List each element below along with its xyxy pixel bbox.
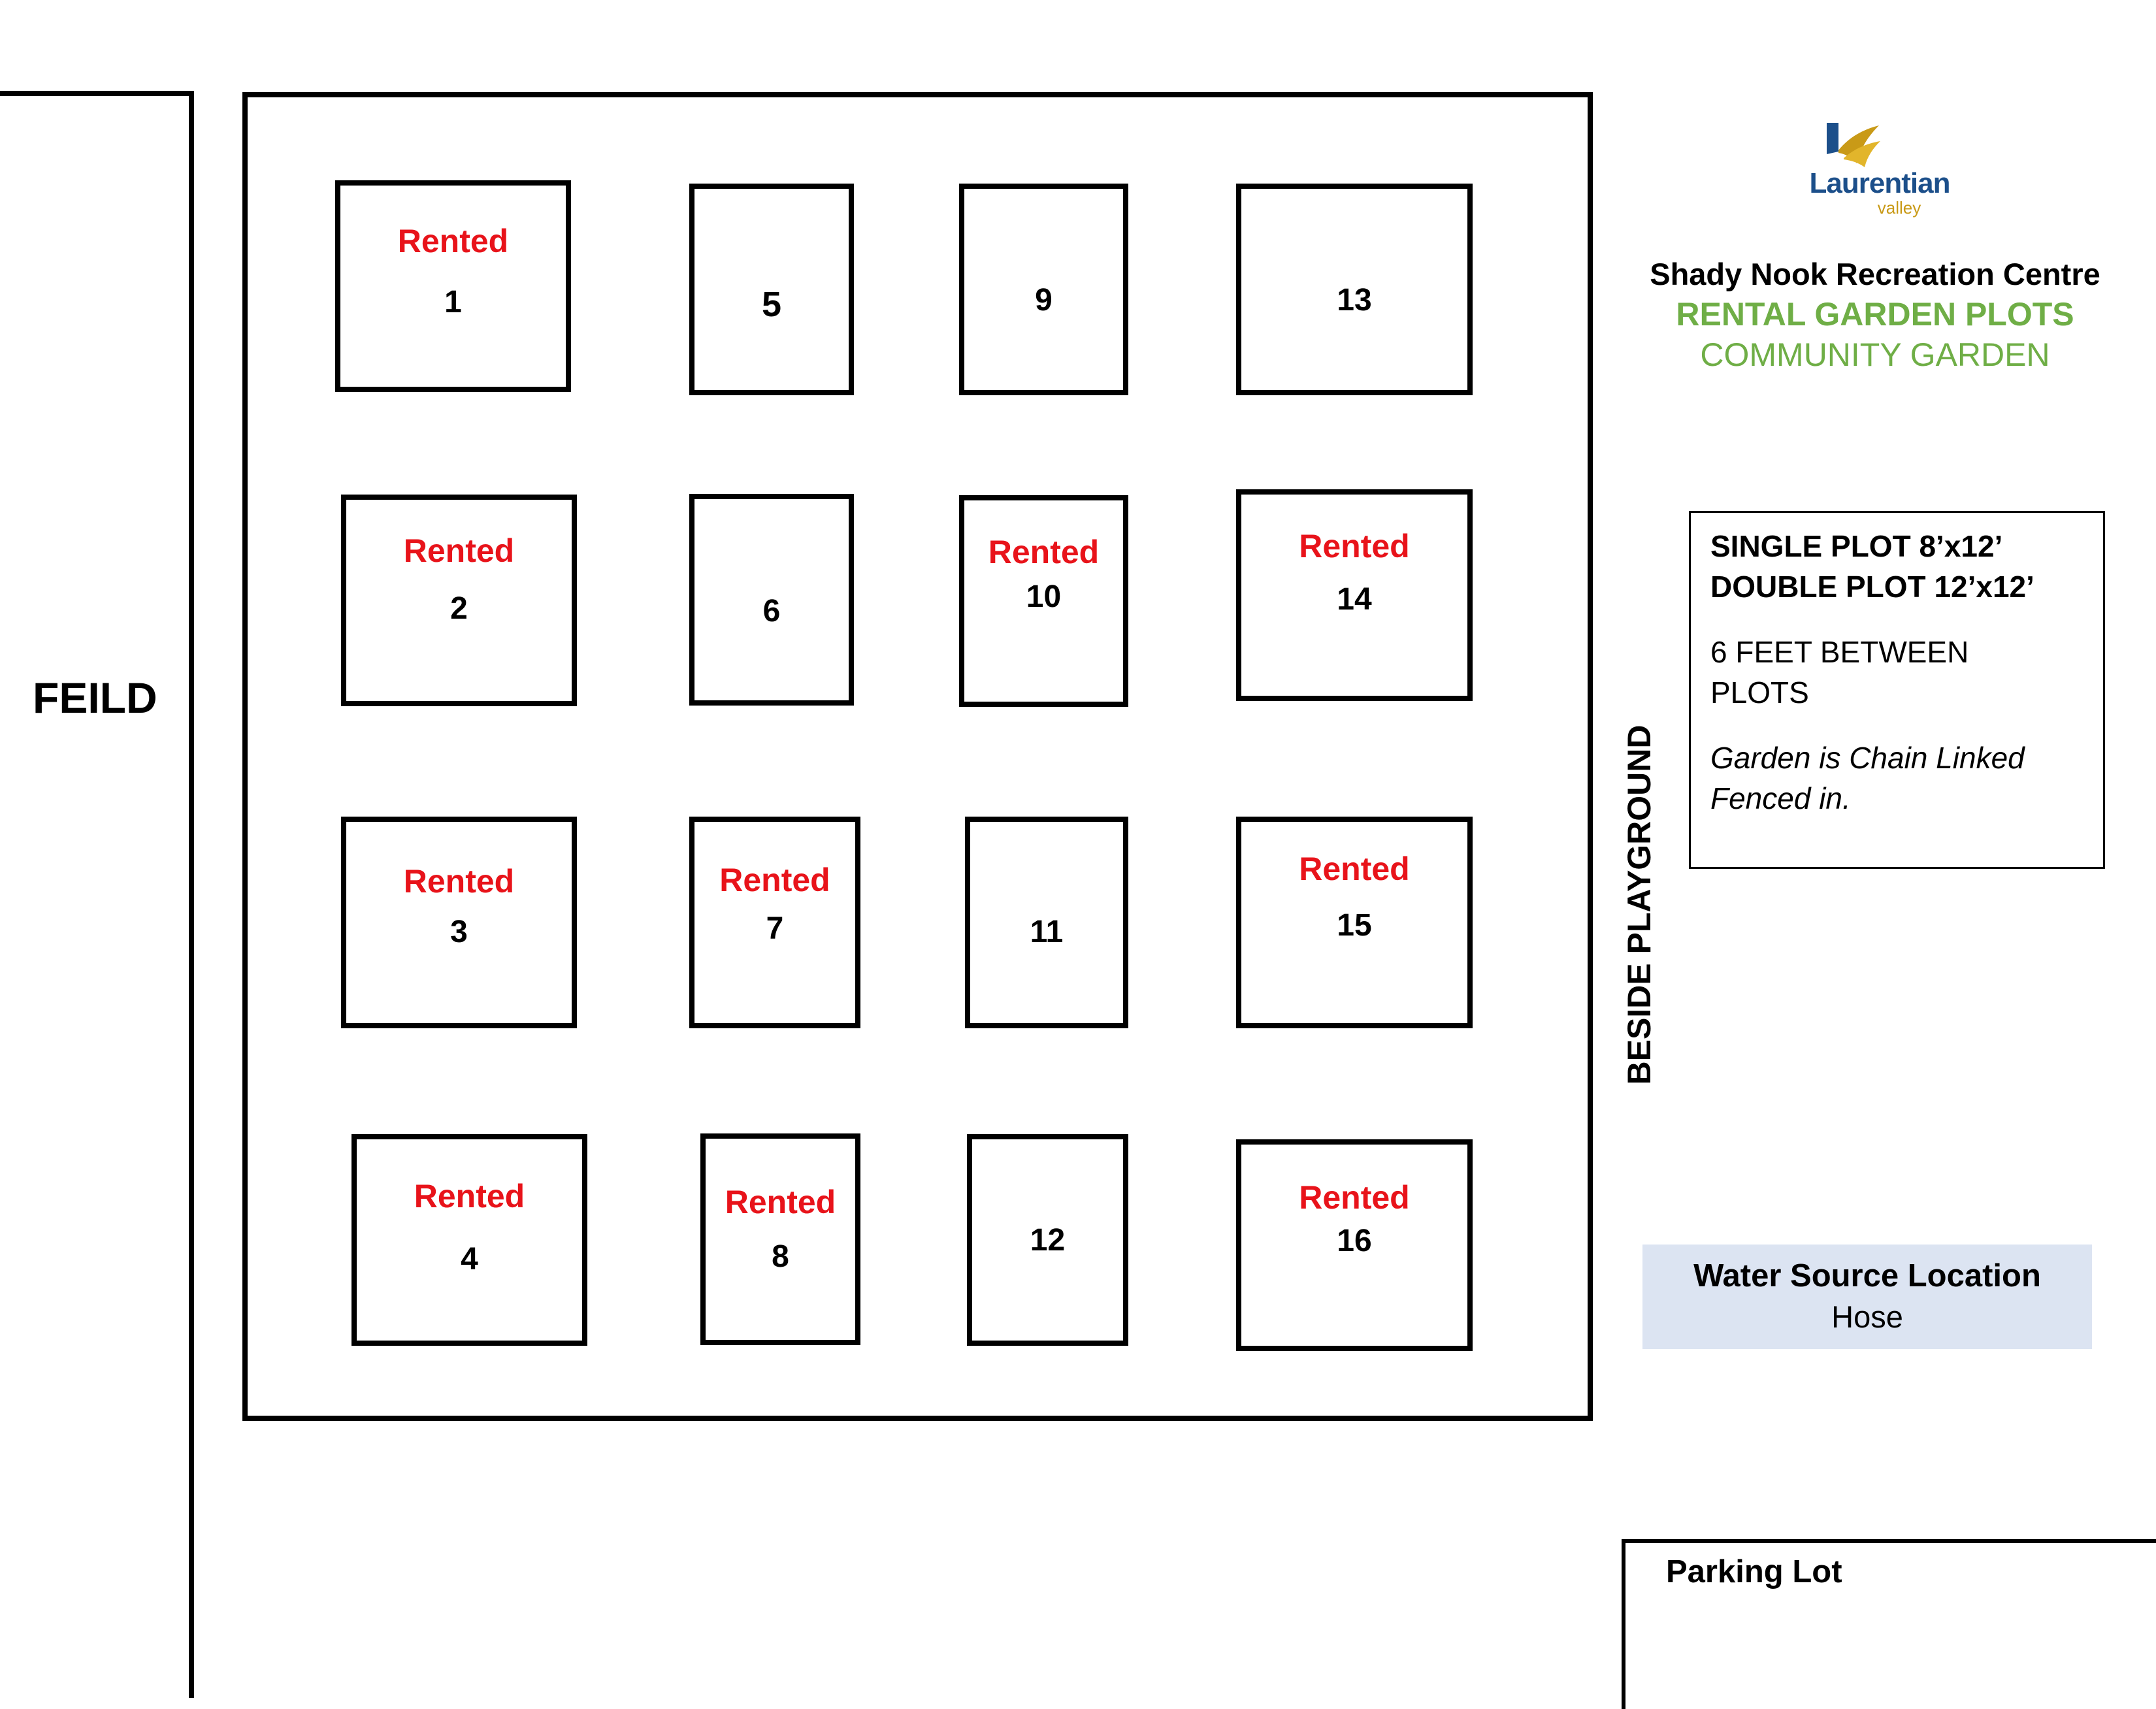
plot-number: 10: [1026, 579, 1062, 614]
plot-number: 5: [761, 285, 782, 324]
plot-status: Rented: [1299, 528, 1410, 564]
plot-5[interactable]: [689, 184, 854, 395]
logo-wings-icon: [1798, 119, 1961, 171]
plot-number: 11: [1030, 915, 1064, 949]
plot-number: 9: [1035, 283, 1053, 317]
plot-14[interactable]: [1236, 489, 1473, 701]
plot-number: 16: [1337, 1224, 1372, 1258]
plot-2[interactable]: [341, 495, 577, 706]
fence-note-line-2: Fenced in.: [1710, 781, 1851, 815]
plot-6[interactable]: [689, 494, 854, 706]
plot-status: Rented: [725, 1184, 836, 1220]
plot-number: 3: [450, 915, 468, 949]
parking-lot: [1622, 1539, 2156, 1709]
plot-number: 6: [762, 594, 781, 628]
plot-1[interactable]: [335, 180, 571, 392]
plot-9[interactable]: [959, 184, 1128, 395]
plot-number: 7: [766, 911, 784, 946]
plot-number: 8: [772, 1239, 789, 1274]
plot-status: Rented: [403, 532, 515, 569]
plot-number: 15: [1337, 908, 1372, 943]
spacing-note-line-1: 6 FEET BETWEEN: [1710, 635, 1969, 669]
parking-lot-label: Parking Lot: [1666, 1554, 1842, 1589]
plot-12[interactable]: [967, 1134, 1128, 1346]
page-subtitle: RENTAL GARDEN PLOTS: [1676, 296, 2074, 333]
logo-wordmark: Laurentian: [1809, 167, 1950, 199]
plot-15[interactable]: [1236, 817, 1473, 1028]
plot-7[interactable]: [689, 817, 860, 1028]
field-boundary: [0, 91, 194, 1698]
plot-status: Rented: [403, 863, 515, 900]
plot-status: Rented: [1299, 1179, 1410, 1216]
laurentian-valley-logo: [1798, 119, 1961, 223]
plot-status: Rented: [719, 862, 830, 898]
page-title: Shady Nook Recreation Centre: [1650, 257, 2100, 291]
logo-subtext: valley: [1877, 198, 1921, 218]
plot-number: 1: [444, 285, 462, 319]
plot-8[interactable]: [700, 1133, 860, 1345]
water-source-box: [1642, 1245, 2092, 1349]
field-label: FEILD: [33, 674, 157, 722]
plot-info-box: [1689, 511, 2105, 869]
plot-11[interactable]: [965, 817, 1128, 1028]
plot-number: 2: [450, 591, 468, 626]
plot-number: 12: [1030, 1223, 1066, 1258]
plot-13[interactable]: [1236, 184, 1473, 395]
spacing-note-line-2: PLOTS: [1710, 675, 1809, 709]
plot-status: Rented: [397, 223, 509, 259]
plot-number: 14: [1337, 582, 1372, 617]
single-plot-size: SINGLE PLOT 8’x12’: [1710, 529, 2003, 563]
plot-status: Rented: [988, 534, 1100, 570]
plot-number: 13: [1337, 283, 1372, 317]
plot-3[interactable]: [341, 817, 577, 1028]
plot-status: Rented: [414, 1178, 525, 1214]
plot-4[interactable]: [351, 1134, 587, 1346]
double-plot-size: DOUBLE PLOT 12’x12’: [1710, 570, 2034, 604]
plot-16[interactable]: [1236, 1139, 1473, 1351]
plot-10[interactable]: [959, 495, 1128, 707]
plot-number: 4: [461, 1242, 478, 1277]
water-source-detail: Hose: [1831, 1299, 1903, 1334]
plot-status: Rented: [1299, 851, 1410, 887]
water-source-title: Water Source Location: [1693, 1258, 2041, 1294]
playground-label: BESIDE PLAYGROUND: [1621, 724, 1658, 1085]
page-subtitle-2: COMMUNITY GARDEN: [1700, 336, 2050, 373]
fence-note-line-1: Garden is Chain Linked: [1710, 741, 2025, 775]
